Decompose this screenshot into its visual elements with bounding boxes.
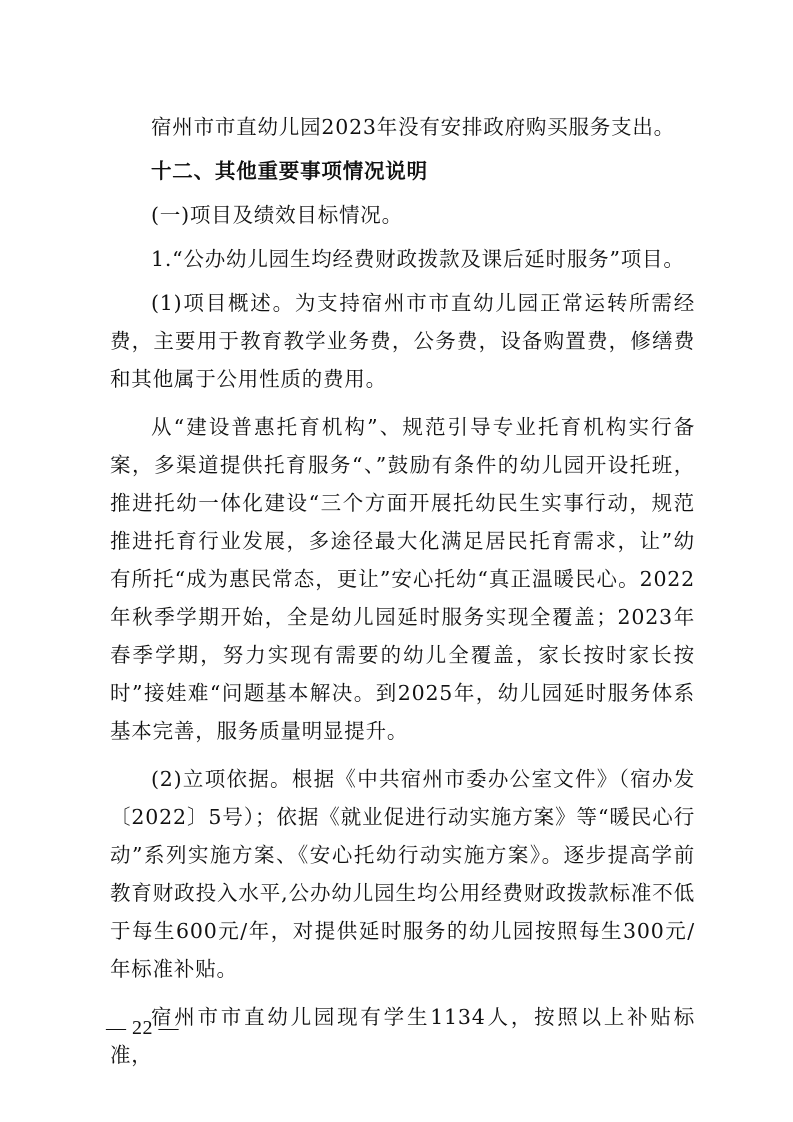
paragraph-project-overview: (1)项目概述。为支持宿州市市直幼儿园正常运转所需经费，主要用于教育教学业务费，公务费，设备购置费，修缮费和其他属于公用性质的费用。 (110, 291, 695, 391)
subsection-heading: (一)项目及绩效目标情况。 (151, 203, 403, 227)
project-title: 1.“公办幼儿园生均经费财政拨款及课后延时服务”项目。 (151, 247, 685, 271)
paragraph-project-basis: (2)立项依据。根据《中共宿州市委办公室文件》（宿办发〔2022〕5号）；依据《就业促进行动实施方案》等“暖民心行动”系列实施方案、《安心托幼行动实施方案》。逐步提高学前教育财政投入水平,公办幼儿园生均公用经费财政拨款标准不低于每生600元/年，对提供延时服务的幼儿园按照每生300元/年标准补贴。 (110, 767, 695, 981)
section-heading: 十二、其他重要事项情况说明 (151, 159, 428, 183)
document-body (110, 108, 695, 1074)
paragraph-student-count: 宿州市市直幼儿园现有学生1134人，按照以上补贴标准， (110, 1005, 695, 1067)
page-number: — 22 — (106, 1017, 179, 1039)
paragraph-procurement-note: 宿州市市直幼儿园2023年没有安排政府购买服务支出。 (151, 115, 675, 139)
paragraph-childcare-actions: 从“建设普惠托育机构”、规范引导专业托育机构实行备案，多渠道提供托育服务“、”鼓励有条件的幼儿园开设托班，推进托幼一体化建设“三个方面开展托幼民生实事行动，规范推进托育行业发展，多途径最大化满足居民托育需求，让”幼有所托“成为惠民常态，更让”安心托幼“真正温暖民心。2022年秋季学期开始，全是幼儿园延时服务实现全覆盖；2023年春季学期，努力实现有需要的幼儿全覆盖，家长按时家长按时”接娃难“问题基本解决。到2025年，幼儿园延时服务体系基本完善，服务质量明显提升。 (110, 415, 695, 743)
